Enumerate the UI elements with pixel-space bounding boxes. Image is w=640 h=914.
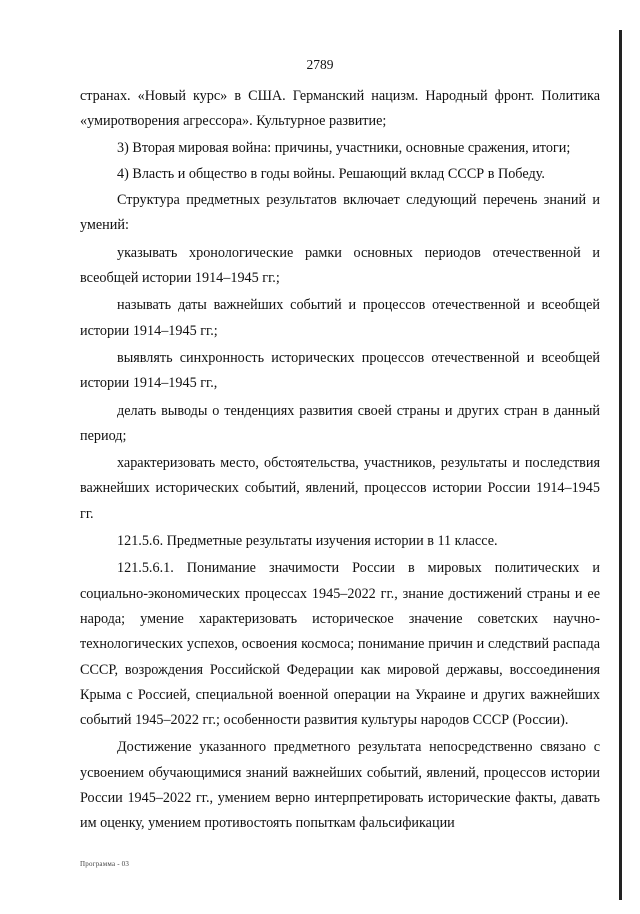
paragraph-12: Достижение указанного предметного результата непосредственно связано с усвоением обучающимися знаний важнейших событий, явлений, процессов истории России 1945–2022 гг., умением верно интерпретировать исторические факты, давать им оценку, умением противостоять попыткам фальсификации — [80, 739, 600, 832]
paragraph-3: 4) Власть и общество в годы войны. Решающий вклад СССР в Победу. — [117, 165, 545, 182]
paragraph-7: выявлять синхронность исторических процессов отечественной и всеобщей истории 1914–1945 гг., — [80, 349, 600, 392]
paragraph-10: 121.5.6. Предметные результаты изучения истории в 11 классе. — [117, 533, 498, 550]
paragraph-6: называть даты важнейших событий и процессов отечественной и всеобщей истории 1914–1945 гг.; — [80, 297, 600, 339]
paragraph-2: 3) Вторая мировая война: причины, участники, основные сражения, итоги; — [117, 139, 571, 156]
scan-edge-line — [619, 30, 622, 900]
page-number: 2789 — [306, 57, 334, 72]
paragraph-5: указывать хронологические рамки основных периодов отечественной и всеобщей истории 1914–1945 гг.; — [80, 244, 600, 287]
paragraph-9: характеризовать место, обстоятельства, участников, результаты и последствия важнейших исторических событий, явлений, процессов истории России 1914–1945 гг. — [80, 455, 600, 522]
document-body — [80, 84, 600, 837]
page-footer: Программа - 03 — [80, 860, 130, 868]
paragraph-1: странах. «Новый курс» в США. Германский нацизм. Народный фронт. Политика «умиротворения агрессора». Культурное развитие; — [80, 88, 600, 130]
paragraph-8: делать выводы о тенденциях развития своей страны и других стран в данный период; — [80, 402, 600, 444]
paragraph-4: Структура предметных результатов включает следующий перечень знаний и умений: — [80, 192, 600, 234]
paragraph-11: 121.5.6.1. Понимание значимости России в мировых политических и социально-экономических процессах 1945–2022 гг., знание достижений страны и ее народа; умение характеризовать историческое значение советских научно-технологических успехов, освоения космоса; понимание причин и следствий распада СССР, возрождения Российской Федерации как мировой державы, воссоединения Крыма с Россией, специальной военной операции на Украине и других важнейших событий 1945–2022 гг.; особенности развития культуры народов СССР (России). — [80, 560, 600, 729]
